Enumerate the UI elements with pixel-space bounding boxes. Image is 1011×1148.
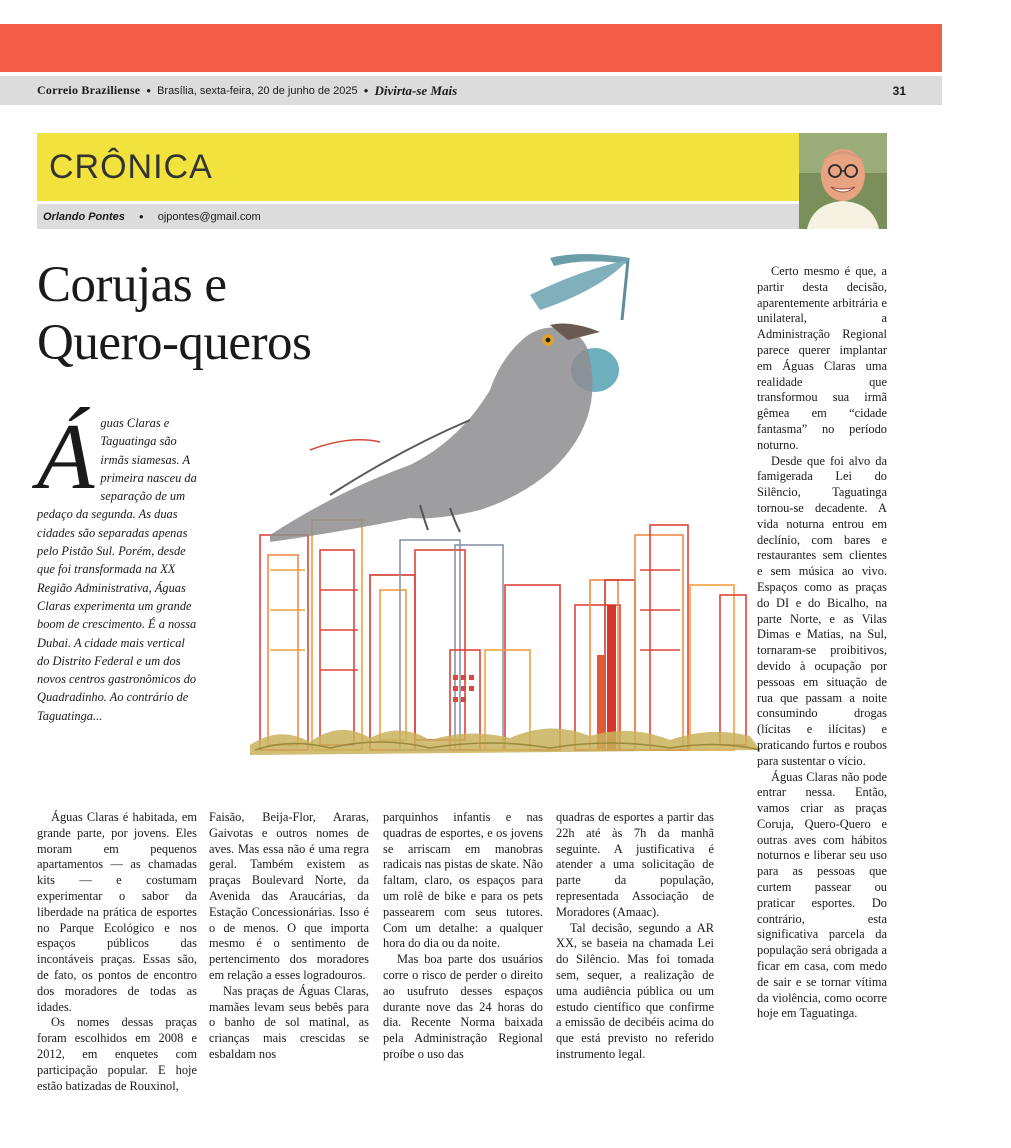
author-email[interactable]: ojpontes@gmail.com <box>157 210 261 223</box>
headline-line-2: Quero-queros <box>37 315 312 371</box>
page-number: 31 <box>892 83 906 98</box>
paragraph: Águas Claras é habitada, em grande parte, por jovens. Eles moram em pequenos apartamentos — as chamadas kits — e costumam experimentar o sabor da liberdade na prática de esportes no Parque Ecológico e nos espaços públicos das incontáveis praças. Essas são, de fato, os pontos de encontro dos moradores de todas as idades. <box>37 810 197 1014</box>
separator-dot: ● <box>138 212 144 221</box>
bird-city-illustration <box>250 250 770 775</box>
article-column-3 <box>383 810 543 1063</box>
top-color-bar <box>0 24 942 72</box>
author-byline <box>37 204 799 229</box>
masthead: Correio Braziliense <box>37 83 141 97</box>
article-column-right <box>757 264 887 1022</box>
paragraph: Tal decisão, segundo a AR XX, se baseia na chamada Lei do Silêncio. Mas foi tomada sem, sequer, a realização de uma audiência pública ou um estudo científico que confirme a emissão de decibéis acima do que está previsto no referido instrumento legal. <box>556 920 714 1061</box>
section-name: Divirta-se Mais <box>374 82 458 98</box>
article-column-2 <box>209 810 369 1063</box>
paragraph: Mas boa parte dos usuários corre o risco de perder o direito ao usufruto desses espaços durante nove das 24 horas do dia. Recente Norma baixada pela Administração Regional proíbe o uso das <box>383 952 543 1061</box>
article-column-1 <box>37 810 197 1094</box>
paragraph: Águas Claras não pode entrar nessa. Então, vamos criar as praças Coruja, Quero-Quero e outras aves com hábitos noturnos e liberar seu uso para as pessoas que curtem passear ou praticar esportes. Do contrário, esta significativa parcela da população será obrigada a ficar em casa, com medo de sair e se tornar vítima da violência, como ocorre hoje em Taguatinga. <box>757 769 887 1021</box>
paragraph: Nas praças de Águas Claras, mamães levam seus bebês para o banho de sol matinal, as crianças mais crescidas se esbaldam nos <box>209 983 369 1061</box>
headline-line-1: Corujas e <box>37 257 227 313</box>
article-column-4 <box>556 810 714 1063</box>
column-label: CRÔNICA <box>49 147 213 186</box>
author-name: Orlando Pontes <box>43 210 125 223</box>
paragraph: Certo mesmo é que, a partir desta decisão, aparentemente arbitrária e unilateral, a Administração Regional parece querer implantar em Águas Claras uma realidade que transformou sua irmã gêmea em “cidade fantasma” no período noturno. <box>757 264 887 452</box>
separator-dot: ● <box>363 86 369 95</box>
paragraph: Desde que foi alvo da famigerada Lei do Silêncio, Taguatinga tornou-se decadente. A vida noturna entrou em declínio, com bares e restaurantes sem clientes e sem música ao vivo. Espaços como as praças do DI e do Bicalho, na parte Norte, e as Vilas Dimas e Matias, na Sul, tornaram-se proibitivos, devido à ocupação por pessoas em situação de rua que passam a noite consumindo drogas (lícitas e ilícitas) e praticando furtos e roubos para sustentar o vício. <box>757 453 887 768</box>
paragraph: quadras de esportes a partir das 22h até às 7h da manhã seguinte. A justificativa é atender a uma solicitação de parte da população, representada Associação de Moradores (Amaac). <box>556 810 714 919</box>
column-label-band <box>37 133 799 201</box>
paragraph: parquinhos infantis e nas quadras de esportes, e os jovens se arriscam em manobras radicais nas pistas de skate. Não faltam, claro, os espaços para um rolê de bike e para os pets passearem com seus tutores. Com um detalhe: a qualquer hora do dia ou da noite. <box>383 810 543 951</box>
separator-dot: ● <box>146 86 152 95</box>
author-photo <box>799 133 887 229</box>
page-header <box>0 76 942 105</box>
lead-text: guas Claras e Taguatinga são irmãs siamesas. A primeira nasceu da separação de um pedaço da segunda. As duas cidades são separadas apenas pelo Pistão Sul. Porém, desde que foi transformada na XX Região Administrativa, Águas Claras experimenta um grande boom de crescimento. É a nossa Dubai. A cidade mais vertical do Distrito Federal e um dos novos centros gastronômicos do Quadradinho. Ao contrário de Taguatinga... <box>37 416 197 723</box>
lead-paragraph <box>37 405 197 725</box>
paragraph: Os nomes dessas praças foram escolhidos em 2008 e 2012, em enquetes com participação popular. E hoje estão batizadas de Rouxinol, <box>37 1015 197 1093</box>
drop-cap: Á <box>37 405 95 509</box>
paragraph: Faisão, Beija-Flor, Araras, Gaivotas e outros nomes de aves. Mas essa não é uma regra geral. Também existem as praças Boulevard Norte, da Avenida das Araucárias, da Estação Concessionárias. Isso é o de menos. O que importa mesmo é o sentimento de pertencimento dos moradores em relação a esses logradouros. <box>209 810 369 982</box>
dateline: Brasília, sexta-feira, 20 de junho de 2025 <box>157 84 358 97</box>
